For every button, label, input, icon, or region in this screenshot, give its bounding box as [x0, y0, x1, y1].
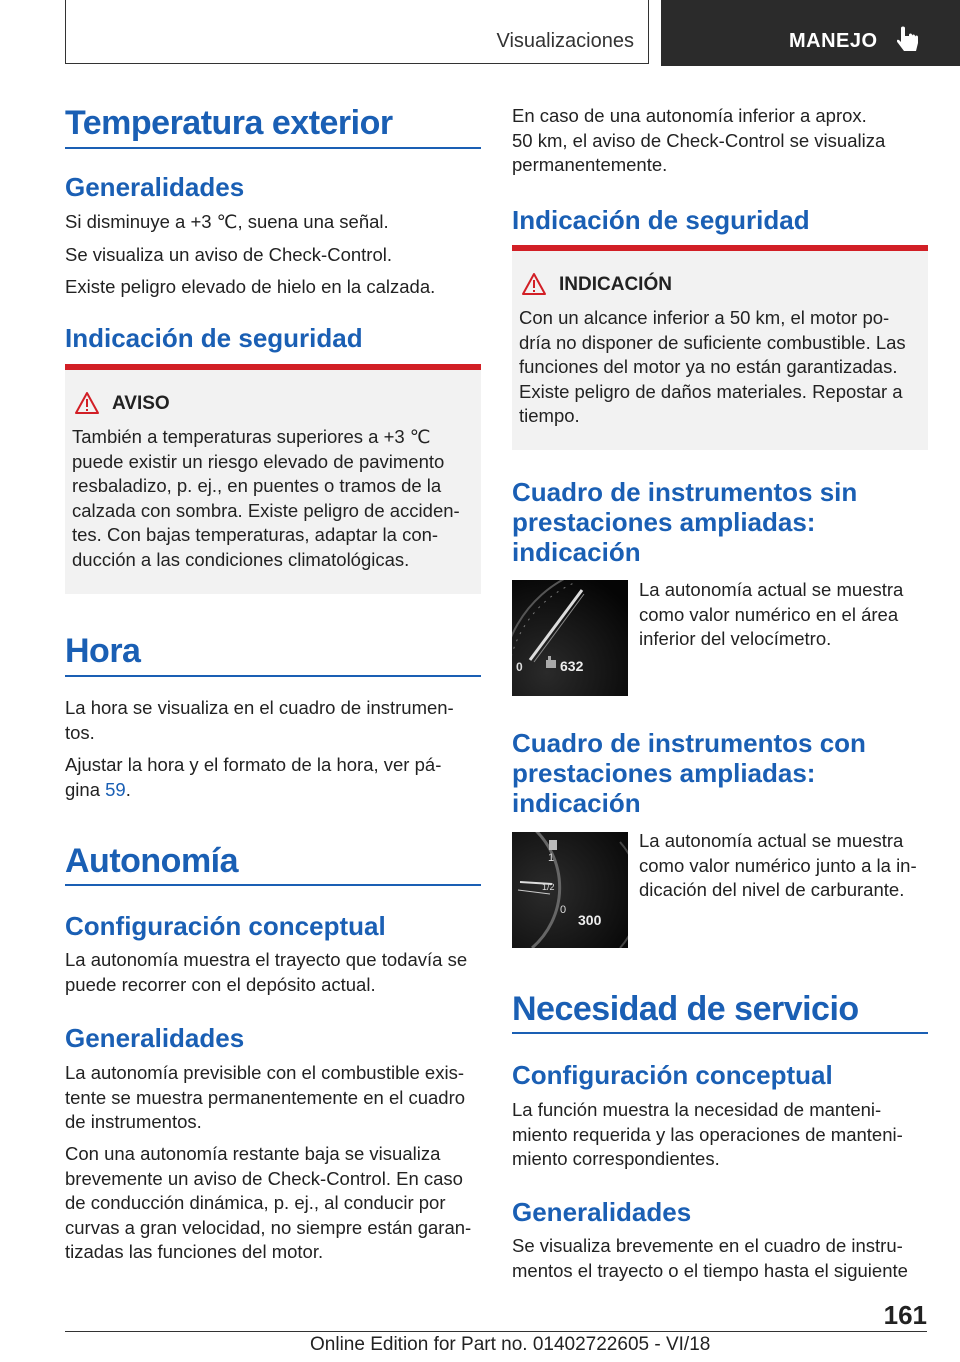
notice-bar	[512, 245, 928, 251]
edition-note: Online Edition for Part no. 01402722605 - VI/18	[310, 1334, 711, 1355]
warning-triangle-icon	[521, 272, 547, 296]
hand-pointer-icon	[897, 26, 921, 54]
warning-bar	[65, 364, 481, 370]
section-rule	[512, 1032, 928, 1034]
gauge-zero-label: 0	[516, 660, 523, 674]
paragraph: La hora se visualiza en el cuadro de instrumen- tos.	[65, 697, 454, 743]
paragraph: La función muestra la necesidad de manteni- miento requerida y las operaciones de manteni- miento correspondientes.	[512, 1099, 903, 1170]
paragraph: Con una autonomía restante baja se visualiza brevemente un aviso de Check-Control. En caso de conducción dinámica, p. ej., al conducir por curvas a gran velocidad, no siempre están garan- tizadas las funciones del motor.	[65, 1143, 472, 1263]
heading-generalidades: Generalidades	[65, 172, 245, 202]
section-title-hora: Hora	[65, 632, 141, 670]
notice-text: Con un alcance inferior a 50 km, el motor po- dría no disponer de suficiente combustible. Las funciones del motor ya no están garantizadas. Existe peligro de daños materiales. Repostar a tiempo.	[519, 307, 906, 427]
section-title-autonomia: Autonomía	[65, 842, 239, 880]
paragraph: Ajustar la hora y el formato de la hora, ver pá- gina 59.	[65, 754, 442, 800]
notice-label: INDICACIÓN	[559, 274, 672, 295]
heading-indicacion-seguridad: Indicación de seguridad	[65, 323, 363, 353]
header-chapter-label: MANEJO	[789, 30, 878, 52]
heading-configuracion-conceptual: Configuración conceptual	[512, 1060, 833, 1090]
speedometer-graphic	[512, 580, 628, 696]
instrument-photo-extended	[512, 832, 628, 948]
notice-box-indicacion	[512, 245, 928, 450]
fuel-full-label: 1	[548, 852, 555, 864]
fuel-empty-label: 0	[560, 904, 567, 916]
page-number: 161	[883, 1300, 927, 1330]
paragraph: Existe peligro elevado de hielo en la calzada.	[65, 276, 436, 297]
range-value: 632	[560, 658, 584, 674]
paragraph: Si disminuye a +3 ℃, suena una señal.	[65, 211, 389, 232]
heading-indicacion-seguridad: Indicación de seguridad	[512, 205, 810, 235]
instrument-photo-basic	[512, 580, 628, 696]
warning-text: También a temperaturas superiores a +3 ℃ puede existir un riesgo elevado de pavimento resbaladizo, p. ej., en puentes o tramos de la calzada con sombra. Existe peligro de acciden- tes. Con bajas temperaturas, adaptar la con- ducción a las condiciones climatológicas.	[72, 426, 460, 570]
fuel-half-label: 1/2	[542, 882, 555, 892]
paragraph: En caso de una autonomía inferior a aprox. 50 km, el aviso de Check-Control se visualiza permanentemente.	[512, 105, 886, 176]
header-chapter-tab	[661, 0, 960, 66]
paragraph: La autonomía muestra el trayecto que todavía se puede recorrer con el depósito actual.	[65, 949, 468, 995]
fuel-gauge-graphic	[512, 832, 628, 948]
heading-generalidades: Generalidades	[512, 1197, 692, 1227]
section-rule	[65, 675, 481, 677]
section-rule	[65, 884, 481, 886]
warning-label: AVISO	[112, 393, 170, 414]
heading-cuadro-sin: Cuadro de instrumentos sin prestaciones ampliadas: indicación	[512, 477, 858, 567]
header-section-tab	[65, 0, 649, 64]
paragraph: La autonomía previsible con el combustible exis- tente se muestra permanentemente en el cuadro de instrumentos.	[65, 1062, 466, 1133]
paragraph: Se visualiza brevemente en el cuadro de instru- mentos el trayecto o el tiempo hasta el siguiente	[512, 1235, 908, 1281]
footer-rule	[65, 1331, 927, 1332]
warning-box-aviso	[65, 364, 481, 594]
paragraph: Se visualiza un aviso de Check-Control.	[65, 244, 392, 265]
section-rule	[65, 147, 481, 149]
heading-configuracion-conceptual: Configuración conceptual	[65, 911, 386, 941]
section-title-temperatura: Temperatura exterior	[65, 104, 393, 142]
page-link[interactable]: 59	[105, 778, 126, 800]
heading-cuadro-con: Cuadro de instrumentos con prestaciones ampliadas: indicación	[512, 728, 866, 818]
range-value: 300	[578, 912, 602, 928]
heading-generalidades: Generalidades	[65, 1023, 245, 1053]
paragraph: La autonomía actual se muestra como valor numérico junto a la in- dicación del nivel de carburante.	[639, 830, 917, 901]
warning-triangle-icon	[74, 391, 100, 415]
paragraph: La autonomía actual se muestra como valor numérico en el área inferior del velocímetro.	[639, 579, 904, 650]
section-title-servicio: Necesidad de servicio	[512, 990, 859, 1028]
header-section-label: Visualizaciones	[496, 30, 634, 52]
